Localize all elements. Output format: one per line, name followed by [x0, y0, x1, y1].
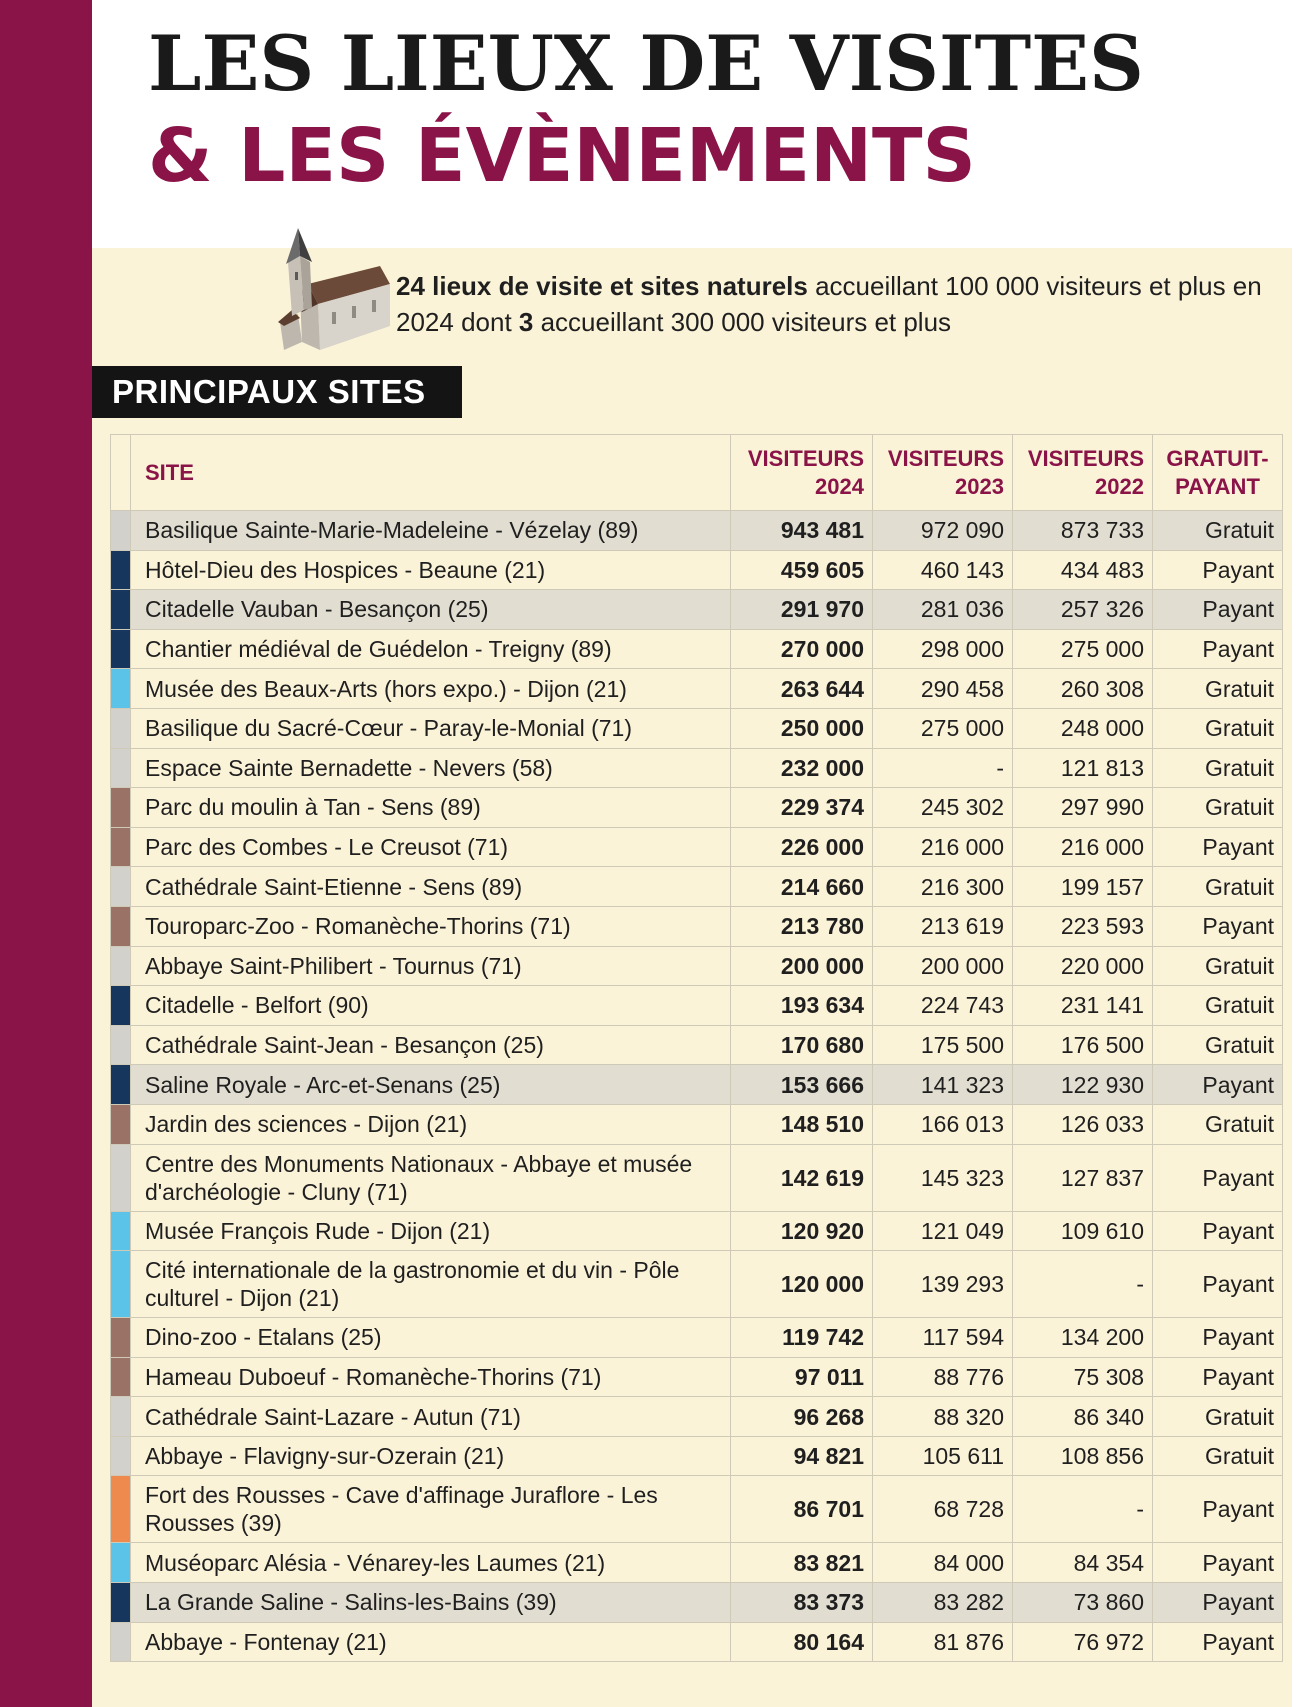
category-strip — [111, 906, 131, 946]
visitors-2024-cell: 96 268 — [731, 1397, 873, 1437]
visitors-2022-cell: 275 000 — [1013, 629, 1153, 669]
visitors-2023-cell: 139 293 — [873, 1251, 1013, 1318]
visitors-2024-cell: 213 780 — [731, 906, 873, 946]
page-title — [148, 18, 1144, 202]
table-row — [111, 1104, 1283, 1144]
table-header-row — [111, 435, 1283, 511]
category-strip — [111, 788, 131, 828]
table-row — [111, 1211, 1283, 1251]
category-strip — [111, 946, 131, 986]
site-name-cell: Abbaye - Fontenay (21) — [131, 1622, 731, 1662]
visitors-2022-cell: 109 610 — [1013, 1211, 1153, 1251]
visitors-2024-cell: 80 164 — [731, 1622, 873, 1662]
table-row — [111, 550, 1283, 590]
category-strip — [111, 986, 131, 1026]
table-row — [111, 1476, 1283, 1543]
category-strip — [111, 1476, 131, 1543]
site-name-cell: Basilique du Sacré-Cœur - Paray-le-Monial (71) — [131, 708, 731, 748]
site-name-cell: Citadelle Vauban - Besançon (25) — [131, 590, 731, 630]
visitors-2023-cell: 145 323 — [873, 1144, 1013, 1211]
site-name-cell: Cathédrale Saint-Jean - Besançon (25) — [131, 1025, 731, 1065]
visitors-2023-cell: 68 728 — [873, 1476, 1013, 1543]
visitors-2023-cell: 84 000 — [873, 1543, 1013, 1583]
visitors-2024-cell: 263 644 — [731, 669, 873, 709]
visitors-2024-cell: 119 742 — [731, 1318, 873, 1358]
fee-type-cell: Payant — [1153, 1357, 1283, 1397]
fee-type-cell: Gratuit — [1153, 708, 1283, 748]
fee-type-cell: Payant — [1153, 906, 1283, 946]
category-strip — [111, 1251, 131, 1318]
visitors-2024-cell: 200 000 — [731, 946, 873, 986]
visitors-2023-cell: 245 302 — [873, 788, 1013, 828]
visitors-2022-cell: 223 593 — [1013, 906, 1153, 946]
visitors-2022-cell: 231 141 — [1013, 986, 1153, 1026]
intro-text-2: accueillant 300 000 visiteurs et plus — [533, 307, 952, 337]
visitors-2022-cell: 434 483 — [1013, 550, 1153, 590]
site-name-cell: Saline Royale - Arc-et-Senans (25) — [131, 1065, 731, 1105]
intro-bold-number: 3 — [518, 307, 534, 337]
site-name-cell: Centre des Monuments Nationaux - Abbaye et musée d'archéologie - Cluny (71) — [131, 1144, 731, 1211]
category-strip — [111, 1397, 131, 1437]
visitors-2022-cell: 121 813 — [1013, 748, 1153, 788]
visitors-2022-cell: - — [1013, 1476, 1153, 1543]
site-name-cell: Cathédrale Saint-Lazare - Autun (71) — [131, 1397, 731, 1437]
visitors-2022-cell: 108 856 — [1013, 1436, 1153, 1476]
visitors-2024-cell: 83 821 — [731, 1543, 873, 1583]
visitors-2023-cell: 298 000 — [873, 629, 1013, 669]
visitors-2024-cell: 232 000 — [731, 748, 873, 788]
site-name-cell: Hameau Duboeuf - Romanèche-Thorins (71) — [131, 1357, 731, 1397]
visitors-2024-cell: 148 510 — [731, 1104, 873, 1144]
category-strip — [111, 629, 131, 669]
fee-type-cell: Payant — [1153, 1318, 1283, 1358]
visitors-2024-cell: 214 660 — [731, 867, 873, 907]
fee-type-cell: Payant — [1153, 1065, 1283, 1105]
visitors-2024-cell: 94 821 — [731, 1436, 873, 1476]
table-row — [111, 1065, 1283, 1105]
page-title-line-1: LES LIEUX DE VISITES — [148, 19, 1144, 108]
fee-type-cell: Gratuit — [1153, 669, 1283, 709]
visitors-2022-cell: 248 000 — [1013, 708, 1153, 748]
fee-type-cell: Payant — [1153, 1543, 1283, 1583]
visitors-2022-cell: 216 000 — [1013, 827, 1153, 867]
visitors-2024-cell: 226 000 — [731, 827, 873, 867]
category-strip — [111, 1025, 131, 1065]
category-strip — [111, 1318, 131, 1358]
table-row — [111, 1436, 1283, 1476]
table-row — [111, 629, 1283, 669]
visitors-2022-cell: 260 308 — [1013, 669, 1153, 709]
fee-type-cell: Gratuit — [1153, 788, 1283, 828]
visitors-2024-cell: 97 011 — [731, 1357, 873, 1397]
fee-type-cell: Payant — [1153, 827, 1283, 867]
fee-type-cell: Gratuit — [1153, 867, 1283, 907]
visitors-2024-cell: 142 619 — [731, 1144, 873, 1211]
fee-type-cell: Payant — [1153, 1476, 1283, 1543]
category-strip — [111, 827, 131, 867]
site-name-cell: Touroparc-Zoo - Romanèche-Thorins (71) — [131, 906, 731, 946]
fee-type-cell: Gratuit — [1153, 1104, 1283, 1144]
fee-type-cell: Gratuit — [1153, 986, 1283, 1026]
header-fee: GRATUIT-PAYANT — [1153, 435, 1283, 511]
visitors-2024-cell: 270 000 — [731, 629, 873, 669]
site-name-cell: Musée des Beaux-Arts (hors expo.) - Dijon (21) — [131, 669, 731, 709]
site-name-cell: Abbaye Saint-Philibert - Tournus (71) — [131, 946, 731, 986]
fee-type-cell: Payant — [1153, 1144, 1283, 1211]
visitors-2023-cell: 224 743 — [873, 986, 1013, 1026]
site-name-cell: Muséoparc Alésia - Vénarey-les Laumes (21) — [131, 1543, 731, 1583]
intro-bold: 24 lieux de visite et sites naturels — [396, 271, 808, 301]
category-strip — [111, 1583, 131, 1623]
site-name-cell: Jardin des sciences - Dijon (21) — [131, 1104, 731, 1144]
visitors-2023-cell: 213 619 — [873, 906, 1013, 946]
visitors-2023-cell: 83 282 — [873, 1583, 1013, 1623]
sites-table — [110, 434, 1283, 1662]
visitors-2022-cell: 76 972 — [1013, 1622, 1153, 1662]
visitors-2023-cell: 105 611 — [873, 1436, 1013, 1476]
site-name-cell: Fort des Rousses - Cave d'affinage Juraflore - Les Rousses (39) — [131, 1476, 731, 1543]
fee-type-cell: Gratuit — [1153, 946, 1283, 986]
header-site: SITE — [131, 435, 731, 511]
table-row — [111, 1583, 1283, 1623]
intro-text — [396, 268, 1276, 340]
visitors-2023-cell: 216 000 — [873, 827, 1013, 867]
table-row — [111, 867, 1283, 907]
header-visitors-2022: VISITEURS 2022 — [1013, 435, 1153, 511]
visitors-2024-cell: 120 000 — [731, 1251, 873, 1318]
site-name-cell: Parc du moulin à Tan - Sens (89) — [131, 788, 731, 828]
site-name-cell: Citadelle - Belfort (90) — [131, 986, 731, 1026]
visitors-2023-cell: 81 876 — [873, 1622, 1013, 1662]
visitors-2022-cell: - — [1013, 1251, 1153, 1318]
visitors-2023-cell: 117 594 — [873, 1318, 1013, 1358]
visitors-2022-cell: 75 308 — [1013, 1357, 1153, 1397]
visitors-2022-cell: 84 354 — [1013, 1543, 1153, 1583]
site-name-cell: Chantier médiéval de Guédelon - Treigny (89) — [131, 629, 731, 669]
section-label: PRINCIPAUX SITES — [92, 366, 462, 418]
category-strip — [111, 1622, 131, 1662]
category-strip — [111, 708, 131, 748]
site-name-cell: Cathédrale Saint-Etienne - Sens (89) — [131, 867, 731, 907]
table-row — [111, 1251, 1283, 1318]
visitors-2022-cell: 86 340 — [1013, 1397, 1153, 1437]
visitors-2022-cell: 220 000 — [1013, 946, 1153, 986]
fee-type-cell: Payant — [1153, 1251, 1283, 1318]
visitors-2022-cell: 134 200 — [1013, 1318, 1153, 1358]
category-strip — [111, 1144, 131, 1211]
category-strip — [111, 550, 131, 590]
table-row — [111, 827, 1283, 867]
visitors-2024-cell: 170 680 — [731, 1025, 873, 1065]
page-title-line-2: & LES ÉVÈNEMENTS — [148, 113, 976, 199]
site-name-cell: Musée François Rude - Dijon (21) — [131, 1211, 731, 1251]
visitors-2023-cell: - — [873, 748, 1013, 788]
visitors-2022-cell: 199 157 — [1013, 867, 1153, 907]
visitors-2022-cell: 873 733 — [1013, 511, 1153, 551]
visitors-2022-cell: 297 990 — [1013, 788, 1153, 828]
site-name-cell: Cité internationale de la gastronomie et du vin - Pôle culturel - Dijon (21) — [131, 1251, 731, 1318]
fee-type-cell: Payant — [1153, 1211, 1283, 1251]
church-icon — [262, 226, 394, 360]
visitors-2022-cell: 127 837 — [1013, 1144, 1153, 1211]
visitors-2023-cell: 290 458 — [873, 669, 1013, 709]
site-name-cell: Parc des Combes - Le Creusot (71) — [131, 827, 731, 867]
left-color-bar — [0, 0, 92, 1707]
site-name-cell: Espace Sainte Bernadette - Nevers (58) — [131, 748, 731, 788]
table-row — [111, 946, 1283, 986]
visitors-2023-cell: 88 320 — [873, 1397, 1013, 1437]
category-strip — [111, 748, 131, 788]
table-row — [111, 1357, 1283, 1397]
fee-type-cell: Gratuit — [1153, 1025, 1283, 1065]
table-row — [111, 1025, 1283, 1065]
table-row — [111, 669, 1283, 709]
table-row — [111, 1144, 1283, 1211]
category-strip — [111, 511, 131, 551]
category-strip — [111, 1357, 131, 1397]
visitors-2024-cell: 83 373 — [731, 1583, 873, 1623]
visitors-2023-cell: 972 090 — [873, 511, 1013, 551]
table-row — [111, 986, 1283, 1026]
category-strip — [111, 669, 131, 709]
header-strip — [111, 435, 131, 511]
site-name-cell: Basilique Sainte-Marie-Madeleine - Vézelay (89) — [131, 511, 731, 551]
visitors-2023-cell: 275 000 — [873, 708, 1013, 748]
visitors-2023-cell: 121 049 — [873, 1211, 1013, 1251]
fee-type-cell: Payant — [1153, 550, 1283, 590]
visitors-2024-cell: 153 666 — [731, 1065, 873, 1105]
category-strip — [111, 1065, 131, 1105]
table-row — [111, 748, 1283, 788]
category-strip — [111, 1436, 131, 1476]
fee-type-cell: Gratuit — [1153, 511, 1283, 551]
visitors-2023-cell: 281 036 — [873, 590, 1013, 630]
category-strip — [111, 1211, 131, 1251]
visitors-2023-cell: 88 776 — [873, 1357, 1013, 1397]
fee-type-cell: Gratuit — [1153, 1397, 1283, 1437]
visitors-2022-cell: 126 033 — [1013, 1104, 1153, 1144]
category-strip — [111, 590, 131, 630]
site-name-cell: Dino-zoo - Etalans (25) — [131, 1318, 731, 1358]
visitors-2022-cell: 176 500 — [1013, 1025, 1153, 1065]
table-row — [111, 1397, 1283, 1437]
visitors-2024-cell: 120 920 — [731, 1211, 873, 1251]
visitors-2024-cell: 250 000 — [731, 708, 873, 748]
visitors-2022-cell: 257 326 — [1013, 590, 1153, 630]
visitors-2024-cell: 459 605 — [731, 550, 873, 590]
category-strip — [111, 867, 131, 907]
visitors-2023-cell: 141 323 — [873, 1065, 1013, 1105]
visitors-2024-cell: 291 970 — [731, 590, 873, 630]
table-row — [111, 1622, 1283, 1662]
fee-type-cell: Payant — [1153, 590, 1283, 630]
table-row — [111, 788, 1283, 828]
intro-text-1: accueillant 100 000 visiteurs et plus en 2024 dont — [396, 271, 1262, 337]
table-row — [111, 1318, 1283, 1358]
visitors-2022-cell: 122 930 — [1013, 1065, 1153, 1105]
table-row — [111, 1543, 1283, 1583]
visitors-2024-cell: 193 634 — [731, 986, 873, 1026]
fee-type-cell: Payant — [1153, 629, 1283, 669]
visitors-2023-cell: 175 500 — [873, 1025, 1013, 1065]
category-strip — [111, 1104, 131, 1144]
table-row — [111, 906, 1283, 946]
table-row — [111, 708, 1283, 748]
category-strip — [111, 1543, 131, 1583]
visitors-2022-cell: 73 860 — [1013, 1583, 1153, 1623]
visitors-2024-cell: 229 374 — [731, 788, 873, 828]
fee-type-cell: Gratuit — [1153, 1436, 1283, 1476]
fee-type-cell: Gratuit — [1153, 748, 1283, 788]
site-name-cell: Abbaye - Flavigny-sur-Ozerain (21) — [131, 1436, 731, 1476]
visitors-2023-cell: 216 300 — [873, 867, 1013, 907]
site-name-cell: La Grande Saline - Salins-les-Bains (39) — [131, 1583, 731, 1623]
header-visitors-2024: VISITEURS 2024 — [731, 435, 873, 511]
table-row — [111, 590, 1283, 630]
fee-type-cell: Payant — [1153, 1622, 1283, 1662]
visitors-2023-cell: 166 013 — [873, 1104, 1013, 1144]
visitors-2023-cell: 460 143 — [873, 550, 1013, 590]
fee-type-cell: Payant — [1153, 1583, 1283, 1623]
visitors-2023-cell: 200 000 — [873, 946, 1013, 986]
visitors-2024-cell: 943 481 — [731, 511, 873, 551]
site-name-cell: Hôtel-Dieu des Hospices - Beaune (21) — [131, 550, 731, 590]
header-visitors-2023: VISITEURS 2023 — [873, 435, 1013, 511]
visitors-2024-cell: 86 701 — [731, 1476, 873, 1543]
table-row — [111, 511, 1283, 551]
